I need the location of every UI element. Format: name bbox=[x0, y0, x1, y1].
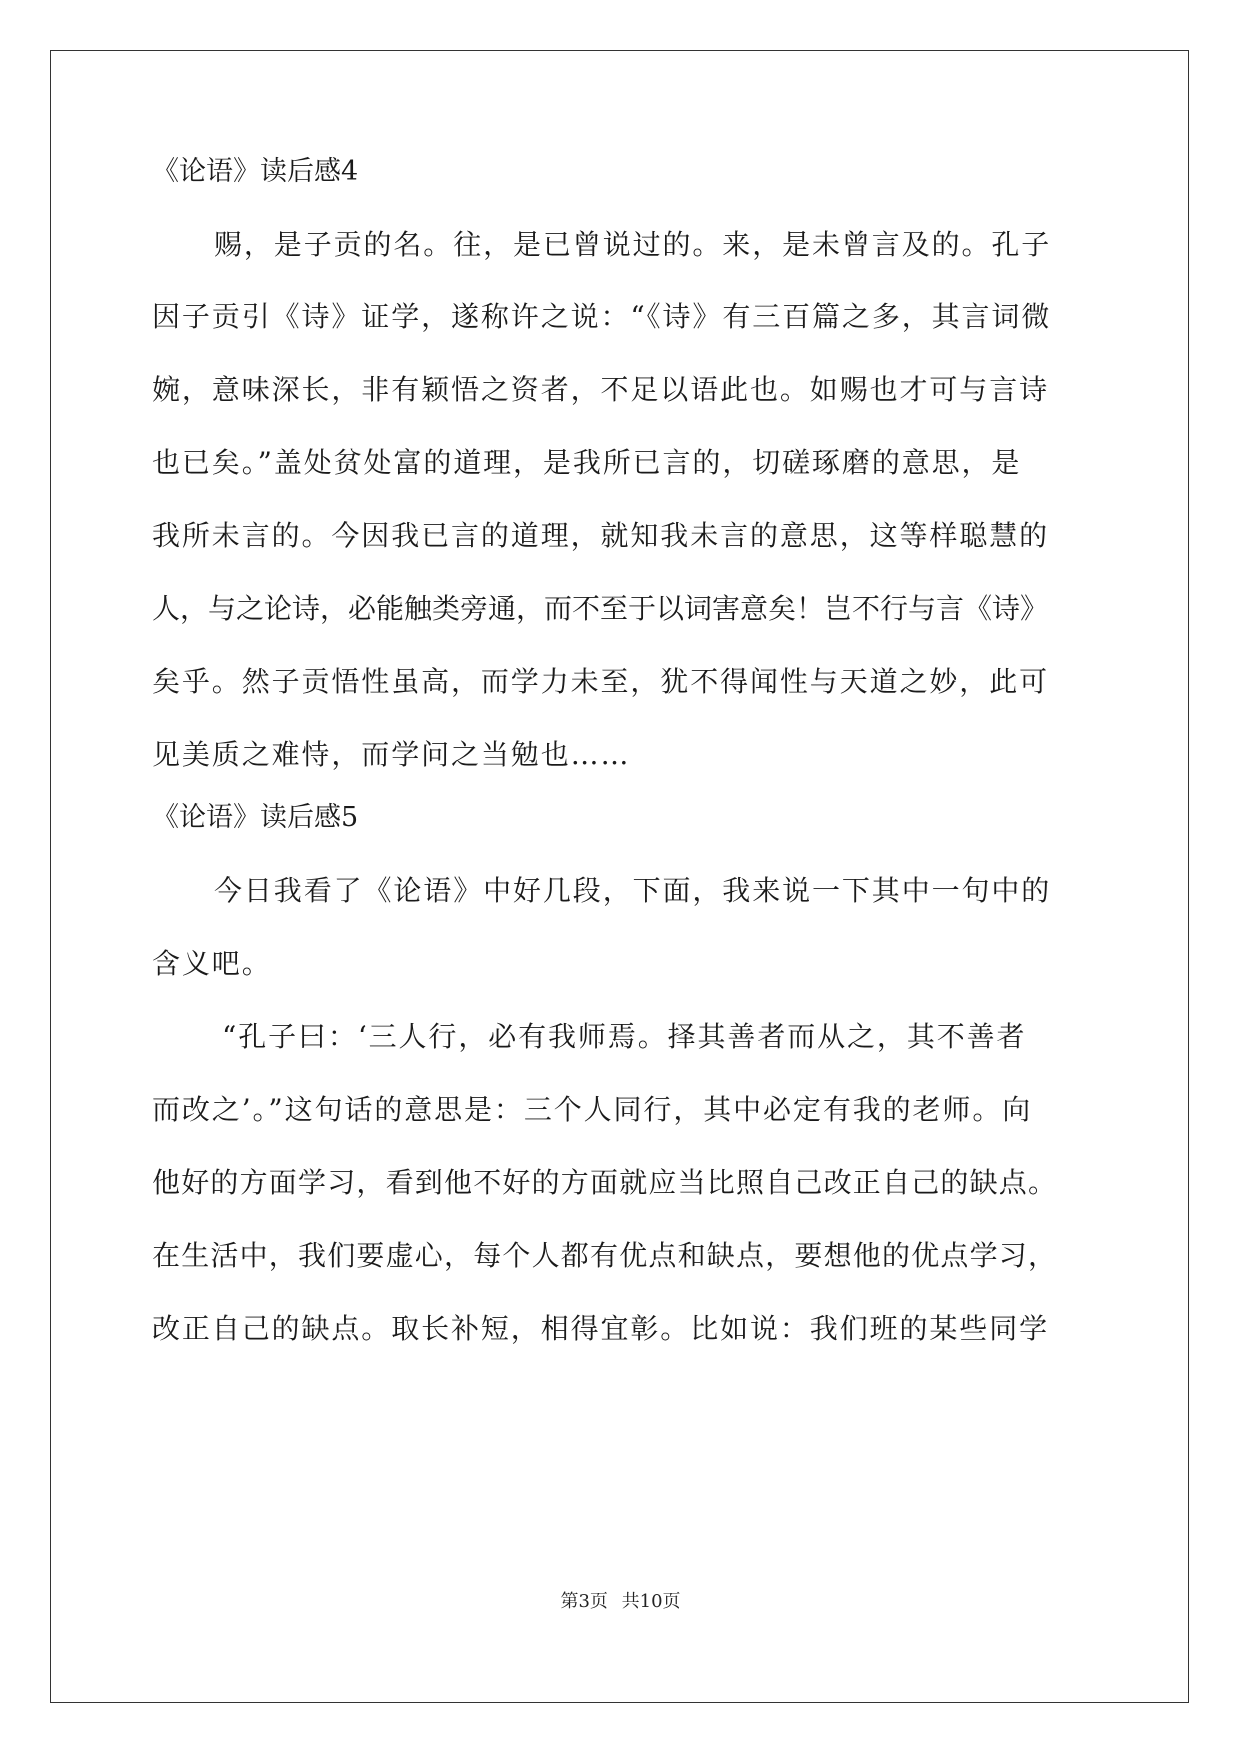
text-line: 因子贡引《诗》证学，遂称许之说：“《诗》有三百篇之多，其言词微 bbox=[152, 300, 1052, 333]
text-line: 而改之’。”这句话的意思是：三个人同行，其中必定有我的老师。向 bbox=[152, 1093, 1033, 1126]
page-total: 共10页 bbox=[621, 1591, 681, 1612]
text-line: “孔子曰：‘三人行，必有我师焉。择其善者而从之，其不善者 bbox=[222, 1020, 1027, 1053]
text-line: 人，与之论诗，必能触类旁通，而不至于以词害意矣！岂不行与言《诗》 bbox=[152, 592, 1049, 625]
text-line: 婉，意味深长，非有颖悟之资者，不足以语此也。如赐也才可与言诗 bbox=[152, 373, 1050, 406]
page-number: 第3页 bbox=[560, 1591, 608, 1612]
text-line: 在生活中，我们要虚心，每个人都有优点和缺点，要想他的优点学习， bbox=[152, 1239, 1058, 1272]
text-line: 见美质之难恃，而学问之当勉也…… bbox=[152, 738, 631, 771]
section-heading: 《论语》读后感4 bbox=[152, 156, 359, 187]
text-line: 也已矣。”盖处贫处富的道理，是我所已言的，切磋琢磨的意思，是 bbox=[152, 446, 1022, 479]
text-line: 今日我看了《论语》中好几段，下面，我来说一下其中一句中的 bbox=[214, 874, 1052, 907]
text-line: 含义吧。 bbox=[152, 947, 272, 980]
text-line: 矣乎。然子贡悟性虽高，而学力未至，犹不得闻性与天道之妙，此可 bbox=[152, 665, 1050, 698]
text-line: 我所未言的。今因我已言的道理，就知我未言的意思，这等样聪慧的 bbox=[152, 519, 1050, 552]
text-line: 改正自己的缺点。取长补短，相得宜彰。比如说：我们班的某些同学 bbox=[152, 1312, 1050, 1345]
page-footer bbox=[0, 1590, 1241, 1614]
text-line: 他好的方面学习，看到他不好的方面就应当比照自己改正自己的缺点。 bbox=[152, 1166, 1058, 1199]
section-heading: 《论语》读后感5 bbox=[152, 802, 359, 833]
text-line: 赐，是子贡的名。往，是已曾说过的。来，是未曾言及的。孔子 bbox=[214, 228, 1052, 261]
